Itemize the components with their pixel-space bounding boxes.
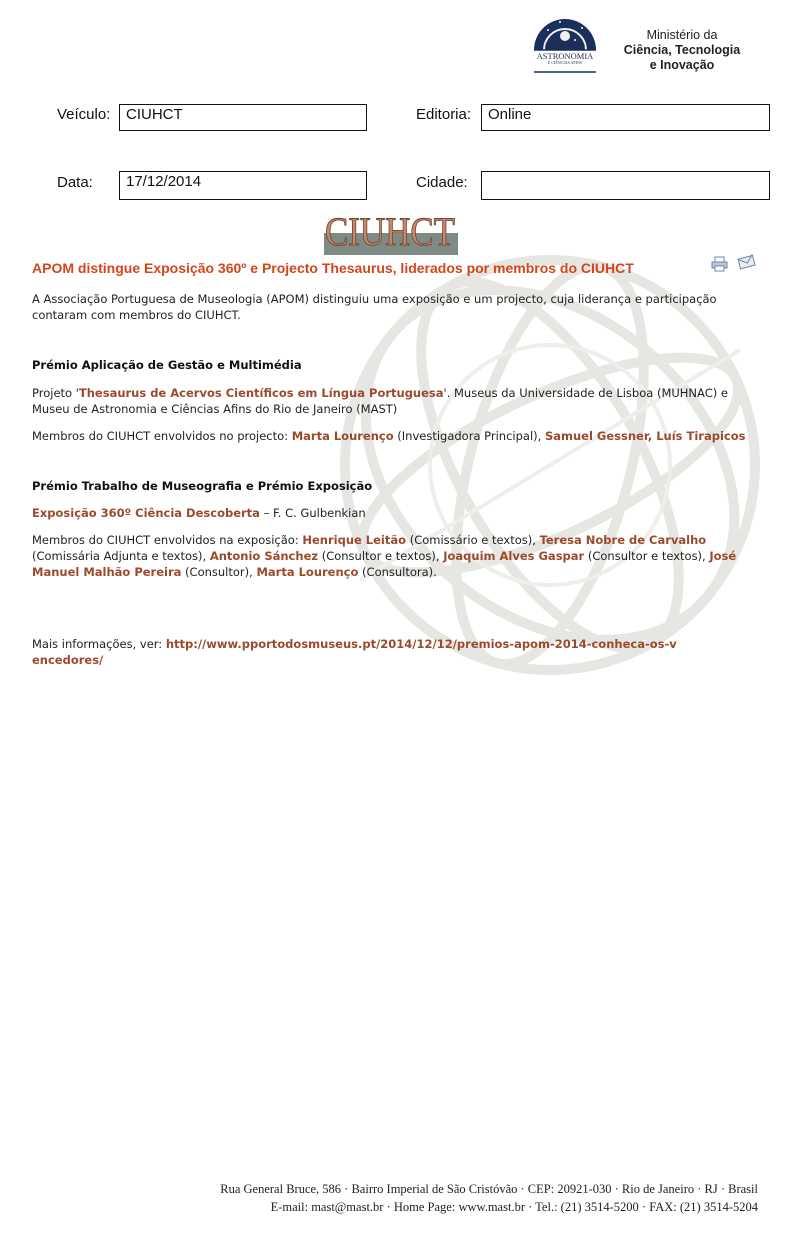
more-info-link[interactable]: http://www.pportodosmuseus.pt/2014/12/12/premios-apom-2014-conheca-os-vencedores/ xyxy=(32,637,677,667)
thesaurus-link[interactable]: Thesaurus de Acervos Científicos em Língua Portuguesa xyxy=(78,386,444,400)
editoria-field[interactable]: Online xyxy=(481,104,770,131)
section2-p2-pre: Membros do CIUHCT envolvidos na exposição: xyxy=(32,533,303,547)
section1-p2-mid: (Investigadora Principal), xyxy=(393,429,545,443)
section2-title: Prémio Trabalho de Museografia e Prémio Exposição xyxy=(32,479,373,493)
veiculo-field[interactable]: CIUHCT xyxy=(119,104,367,131)
editoria-label: Editoria: xyxy=(416,106,472,123)
footer-address: Rua General Bruce, 586 · Bairro Imperial de São Cristóvão · CEP: 20921-030 · Rio de Janeiro · RJ · Brasil xyxy=(220,1182,758,1196)
data-field[interactable]: 17/12/2014 xyxy=(119,171,367,200)
samuel-gessner-link[interactable]: Samuel Gessner xyxy=(544,429,648,443)
role-4: (Consultor e textos), xyxy=(584,549,710,563)
joaquim-alves-gaspar-link[interactable]: Joaquim Alves Gaspar xyxy=(443,549,585,563)
luis-tirapicos-link[interactable]: Luís Tirapicos xyxy=(656,429,746,443)
role-3: (Consultor e textos), xyxy=(318,549,444,563)
museum-logo-text xyxy=(530,44,600,66)
ministry-line1: Ministério da xyxy=(646,28,718,42)
section1-p2-pre: Membros do CIUHCT envolvidos no projecto: xyxy=(32,429,292,443)
museum-logo-line1: MUSEU DE xyxy=(544,43,586,52)
ministry-name xyxy=(612,28,752,73)
article xyxy=(32,258,772,668)
ciuhct-banner xyxy=(322,205,458,255)
footer-contact: E-mail: mast@mast.br · Home Page: www.mast.br · Tel.: (21) 3514-5200 · FAX: (21) 3514-5204 xyxy=(270,1200,758,1214)
jose-manuel-malhao-pereira-link[interactable]: José Manuel Malhão Pereira xyxy=(32,549,737,579)
veiculo-label: Veículo: xyxy=(57,106,111,123)
ministry-line3: e Inovação xyxy=(649,58,715,72)
section1-p1-post: '. Museus da Universidade de Lisboa (MUHNAC) e Museu de Astronomia e Ciências Afins do Rio de Janeiro (MAST) xyxy=(32,386,728,416)
teresa-nobre-de-carvalho-link[interactable]: Teresa Nobre de Carvalho xyxy=(539,533,707,547)
section2-paragraph2 xyxy=(32,532,747,580)
section1-title: Prémio Aplicação de Gestão e Multimédia xyxy=(32,358,302,372)
data-label: Data: xyxy=(57,174,93,191)
role-2: (Comissária Adjunta e textos), xyxy=(32,549,210,563)
section2-paragraph1 xyxy=(32,505,772,521)
role-6: (Consultora). xyxy=(358,565,437,579)
marta-lourenco-link[interactable]: Marta Lourenço xyxy=(291,429,394,443)
banner-text: CIUHCT xyxy=(325,209,455,254)
antonio-sanchez-link[interactable]: Antonio Sánchez xyxy=(209,549,319,563)
museum-logo-line3: E CIÊNCIAS AFINS xyxy=(547,60,583,66)
section2-p1-post: – F. C. Gulbenkian xyxy=(259,506,366,520)
cidade-label: Cidade: xyxy=(416,174,468,191)
cidade-field[interactable] xyxy=(481,171,770,200)
role-5: (Consultor), xyxy=(181,565,257,579)
more-info-pre: Mais informações, ver: xyxy=(32,637,166,651)
role-1: (Comissário e textos), xyxy=(406,533,540,547)
ministry-line2: Ciência, Tecnologia xyxy=(623,43,741,57)
more-info xyxy=(32,636,682,668)
section1-p1-pre: Projeto ' xyxy=(32,386,79,400)
marta-lourenco-link-2[interactable]: Marta Lourenço xyxy=(256,565,359,579)
article-intro: A Associação Portuguesa de Museologia (APOM) distinguiu uma exposição e um projecto, cuja liderança e participação contaram com membros do CIUHCT. xyxy=(32,292,717,322)
section1-paragraph2 xyxy=(32,428,772,444)
section1-paragraph1 xyxy=(32,385,742,417)
section1-p2-sep: , xyxy=(647,429,657,443)
exposicao-360-link[interactable]: Exposição 360º Ciência Descoberta xyxy=(32,506,260,520)
henrique-leitao-link[interactable]: Henrique Leitão xyxy=(302,533,407,547)
museum-logo-line2: ASTRONOMIA xyxy=(536,51,594,62)
article-headline: APOM distingue Exposição 360º e Projecto Thesaurus, liderados por membros do CIUHCT xyxy=(32,260,634,276)
